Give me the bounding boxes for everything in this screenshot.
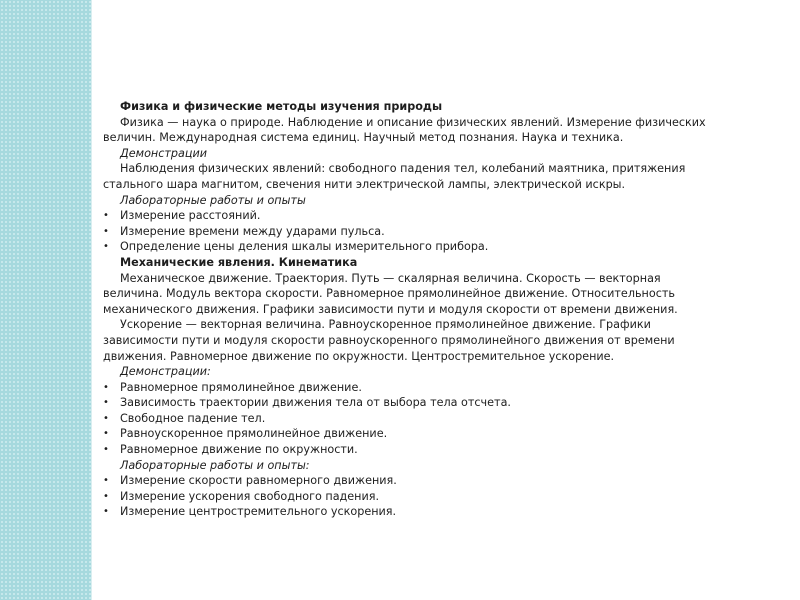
list-item <box>103 380 713 396</box>
paragraph-line: механического движения. Графики зависимости пути и модуля скорости от времени движения. <box>103 302 678 316</box>
subheading-lab-works: Лабораторные работы и опыты: <box>120 458 310 472</box>
subheading-demonstrations: Демонстрации: <box>120 365 211 379</box>
list-item <box>103 504 713 520</box>
list-item-text: Зависимость траектории движения тела от выбора тела отсчета. <box>120 396 511 410</box>
list-item <box>103 395 713 411</box>
list-item <box>103 426 713 442</box>
list-item-text: Измерение времени между ударами пульса. <box>120 224 385 238</box>
bullet-icon: • <box>103 444 109 456</box>
paragraph-line: Механическое движение. Траектория. Путь — скалярная величина. Скорость — векторная <box>120 271 661 285</box>
list-item <box>103 224 713 240</box>
paragraph-line: движения. Равномерное движение по окружности. Центростремительное ускорение. <box>103 349 615 363</box>
list-item-text: Измерение скорости равномерного движения. <box>120 474 397 488</box>
paragraph-line: стального шара магнитом, свечения нити электрической лампы, электрической искры. <box>103 177 626 191</box>
paragraph-line: зависимости пути и модуля скорости равноускоренного прямолинейного движения от времени <box>103 333 675 347</box>
decorative-side-panel <box>0 0 91 600</box>
bullet-icon: • <box>103 412 109 424</box>
list-item <box>103 411 713 427</box>
subheading-lab-works: Лабораторные работы и опыты <box>120 193 306 207</box>
section-heading-physics: Физика и физические методы изучения природы <box>120 100 443 113</box>
side-panel-edge <box>91 0 92 600</box>
list-item-text: Равномерное движение по окружности. <box>120 443 358 457</box>
bullet-icon: • <box>103 428 109 440</box>
list-item-text: Измерение расстояний. <box>120 209 261 223</box>
paragraph-line: величин. Международная система единиц. Научный метод познания. Наука и техника. <box>103 131 624 145</box>
paragraph-line: Ускорение — векторная величина. Равноускоренное прямолинейное движение. Графики <box>120 318 651 332</box>
list-item-text: Измерение центростремительного ускорения. <box>120 505 397 519</box>
bullet-icon: • <box>103 241 109 253</box>
document-body <box>103 99 713 520</box>
paragraph-line: величина. Модуль вектора скорости. Равномерное прямолинейное движение. Относительность <box>103 287 675 301</box>
list-item <box>103 442 713 458</box>
list-item-text: Равноускоренное прямолинейное движение. <box>120 427 388 441</box>
bullet-icon: • <box>103 225 109 237</box>
list-item-text: Свободное падение тел. <box>120 411 266 425</box>
list-item-text: Равномерное прямолинейное движение. <box>120 380 362 394</box>
list-item <box>103 489 713 505</box>
bullet-icon: • <box>103 210 109 222</box>
bullet-icon: • <box>103 381 109 393</box>
bullet-icon: • <box>103 490 109 502</box>
bullet-icon: • <box>103 506 109 518</box>
subheading-demonstrations: Демонстрации <box>120 146 208 160</box>
list-item-text: Измерение ускорения свободного падения. <box>120 489 380 503</box>
list-item <box>103 473 713 489</box>
list-item <box>103 239 713 255</box>
section-heading-kinematics: Механические явления. Кинематика <box>120 255 358 269</box>
list-item <box>103 208 713 224</box>
paragraph-line: Физика — наука о природе. Наблюдение и описание физических явлений. Измерение физических <box>120 115 706 129</box>
paragraph-line: Наблюдения физических явлений: свободного падения тел, колебаний маятника, притяжения <box>120 162 686 176</box>
bullet-icon: • <box>103 475 109 487</box>
list-item-text: Определение цены деления шкалы измерительного прибора. <box>120 240 489 254</box>
bullet-icon: • <box>103 397 109 409</box>
